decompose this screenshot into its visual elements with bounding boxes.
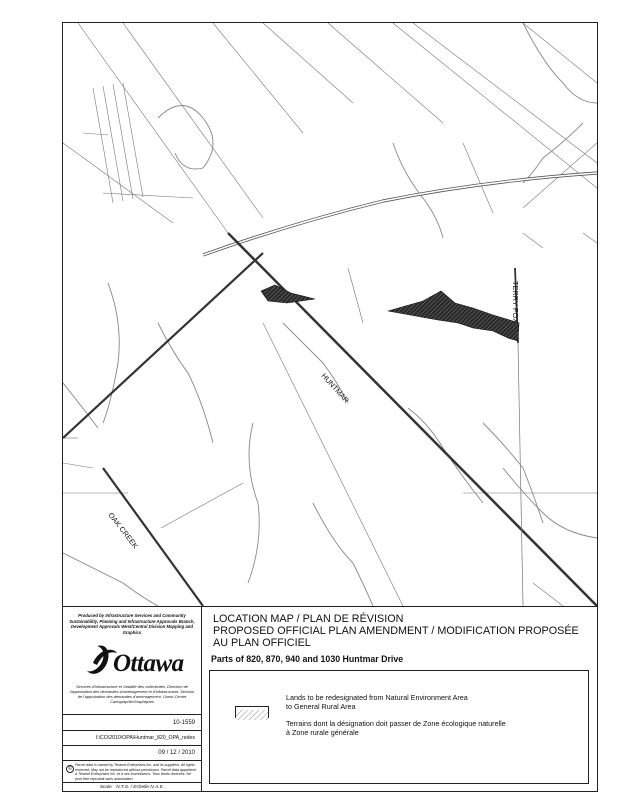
services-fr-text: Services d'infrastructure et Viabilité des collectivités, Direction de l'approbation des demandes d'aménagement et d'infrastructure, Division de l'approbation des demandes d'aménagement, Ouest-Centre Cartographie/Graphiques	[69, 684, 195, 704]
parcel-west	[261, 285, 315, 303]
parcel-note-text: Parcel data is owned by Teranet Enterprises Inc. and its suppliers. All rights reserved. May not be reproduced without permission. Parcel data appartient à Teranet Enterprises Inc. et à ses fournisseurs. Tous droits réservés. Ne peut être reproduit sans autorisation.	[75, 763, 196, 781]
oak-creek-road	[63, 253, 263, 438]
label-oak-creek: OAK CREEK	[106, 510, 141, 551]
legend-box	[209, 670, 589, 784]
produced-by-text: Produced by Infrastructure Services and Community Sustainability, Planning and Infrastructure Approvals Branch, Development Approvals West/Central Division Mapping and Graphics	[69, 613, 195, 635]
legend-text-fr-1: Terrains dont la désignation doit passer de Zone écologique naturelle	[286, 719, 506, 728]
file-number: 10-1559	[63, 714, 201, 730]
map-canvas	[63, 23, 597, 606]
map-title-line1: LOCATION MAP / PLAN DE RÉVISION	[213, 613, 404, 625]
map-date: 09 / 12 / 2010	[63, 745, 201, 760]
title-block-left-panel	[63, 607, 202, 792]
map-subtitle: Parts of 820, 870, 940 and 1030 Huntmar Drive	[211, 654, 404, 664]
map-frame	[62, 22, 598, 792]
map-title-line3: AU PLAN OFFICIEL	[213, 637, 311, 649]
parcel-note	[63, 760, 201, 783]
roads	[63, 173, 597, 606]
label-huntmar: HUNTMAR	[319, 371, 351, 405]
hatch-pattern-icon	[236, 710, 268, 720]
railway-line	[203, 173, 597, 255]
diagonal-road-south	[103, 468, 203, 606]
legend-text-en-2: to General Rural Area	[286, 702, 356, 711]
title-block	[63, 606, 597, 792]
redesignated-lands	[261, 285, 519, 341]
label-terry-fox: TERRY FOX	[511, 281, 520, 324]
file-path: I:\CO\2010\OPA\Huntmar_820_OPA_redes	[63, 730, 201, 745]
scale-note: Scale - N.T.S. / Echelle N.A.E.	[63, 782, 201, 793]
ottawa-logo	[83, 643, 183, 679]
title-block-right-panel	[201, 607, 597, 792]
legend-hatch-swatch	[235, 706, 269, 718]
legend-text-en-1: Lands to be redesignated from Natural Environment Area	[286, 693, 468, 702]
map-title-line2: PROPOSED OFFICIAL PLAN AMENDMENT / MODIFICATION PROPOSÉE	[213, 625, 579, 637]
ottawa-logo-text: Ottawa	[113, 650, 184, 677]
copyright-icon: ©	[66, 765, 74, 773]
legend-text-fr-2: à Zone rurale générale	[286, 728, 359, 737]
parcel-east	[388, 291, 519, 341]
